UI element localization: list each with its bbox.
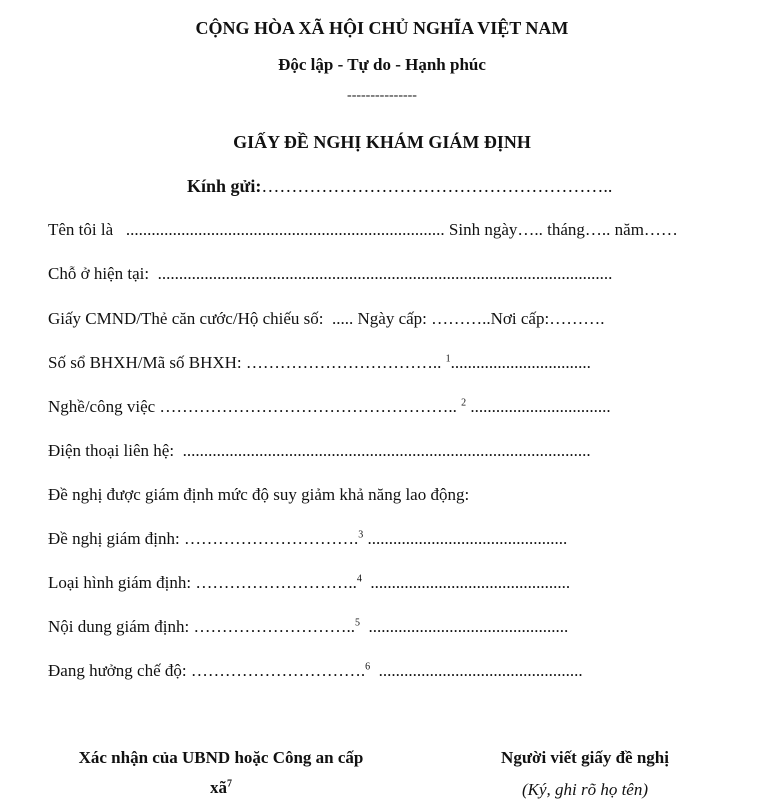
content-dots-2: ............................................... bbox=[368, 617, 569, 636]
type-dots-2: ............................................... bbox=[370, 573, 571, 592]
id-dots: ..... bbox=[332, 309, 354, 328]
field-content bbox=[48, 617, 568, 637]
footer-left-xa: xã bbox=[210, 778, 227, 797]
job-label: Nghề/công việc bbox=[48, 397, 156, 416]
regime-dots: …………………………. bbox=[190, 661, 366, 680]
type-footnote: 4 bbox=[356, 573, 362, 585]
job-dots: …………………………………………….. bbox=[159, 397, 457, 416]
id-label: Giấy CMND/Thẻ căn cước/Hộ chiếu số: bbox=[48, 309, 324, 328]
regime-label: Đang hưởng chế độ: bbox=[48, 661, 187, 680]
field-job bbox=[48, 397, 611, 417]
document-title: GIẤY ĐỀ NGHỊ KHÁM GIÁM ĐỊNH bbox=[233, 132, 531, 152]
header-separator: --------------- bbox=[347, 88, 417, 103]
footer-left-footnote: 7 bbox=[227, 778, 232, 790]
type-label: Loại hình giám định: bbox=[48, 573, 192, 592]
content-label: Nội dung giám định: bbox=[48, 617, 190, 636]
insurance-dots-2: ................................. bbox=[450, 353, 591, 372]
request-dots-2: ............................................... bbox=[367, 529, 568, 548]
field-id bbox=[48, 309, 604, 329]
request-heading: Đề nghị được giám định mức độ suy giảm khả năng lao động: bbox=[48, 485, 470, 504]
field-insurance bbox=[48, 353, 591, 373]
field-request bbox=[48, 529, 567, 549]
job-dots-2: ................................. bbox=[470, 397, 611, 416]
request-label: Đề nghị giám định: bbox=[48, 529, 180, 548]
id-issue-date: Ngày cấp: ……….. bbox=[357, 309, 491, 328]
footer-left-line2 bbox=[30, 778, 412, 798]
field-type bbox=[48, 573, 570, 593]
footer-right-subtitle: (Ký, ghi rõ họ tên) bbox=[521, 780, 649, 799]
addressee-line bbox=[187, 176, 612, 197]
field-regime bbox=[48, 661, 583, 681]
regime-dots-2: ................................................ bbox=[378, 661, 583, 680]
addressee-dots: ………………………………………………….. bbox=[261, 176, 613, 196]
insurance-label: Số sổ BHXH/Mã số BHXH: bbox=[48, 353, 242, 372]
footer-left-line1: Xác nhận của UBND hoặc Công an cấp bbox=[78, 748, 364, 767]
field-residence bbox=[48, 264, 612, 284]
field-name bbox=[48, 220, 678, 240]
phone-label: Điện thoại liên hệ: bbox=[48, 441, 175, 460]
residence-dots: ........................................................................................................... bbox=[157, 264, 613, 283]
request-dots: …………………………. bbox=[183, 529, 359, 548]
insurance-footnote: 1 bbox=[445, 353, 451, 365]
insurance-dots: …………………………….. bbox=[245, 353, 442, 372]
dob-label: Sinh ngày….. tháng….. năm…… bbox=[448, 220, 678, 239]
header-motto: Độc lập - Tự do - Hạnh phúc bbox=[278, 55, 486, 74]
job-footnote: 2 bbox=[461, 397, 467, 409]
regime-footnote: 6 bbox=[365, 661, 371, 673]
footer-right-title: Người viết giấy đề nghị bbox=[501, 748, 669, 767]
content-footnote: 5 bbox=[354, 617, 360, 629]
request-footnote: 3 bbox=[358, 529, 364, 541]
type-dots: ……………………….. bbox=[195, 573, 357, 592]
name-label: Tên tôi là bbox=[48, 220, 114, 239]
residence-label: Chỗ ở hiện tại: bbox=[48, 264, 150, 283]
phone-dots: ................................................................................................ bbox=[182, 441, 591, 460]
header-country: CỘNG HÒA XÃ HỘI CHỦ NGHĨA VIỆT NAM bbox=[195, 18, 569, 38]
id-issue-place: Nơi cấp:………. bbox=[490, 309, 605, 328]
name-dots: ........................................................................... bbox=[125, 220, 445, 239]
addressee-label: Kính gửi: bbox=[187, 176, 262, 196]
field-phone bbox=[48, 441, 591, 461]
content-dots: ……………………….. bbox=[193, 617, 355, 636]
